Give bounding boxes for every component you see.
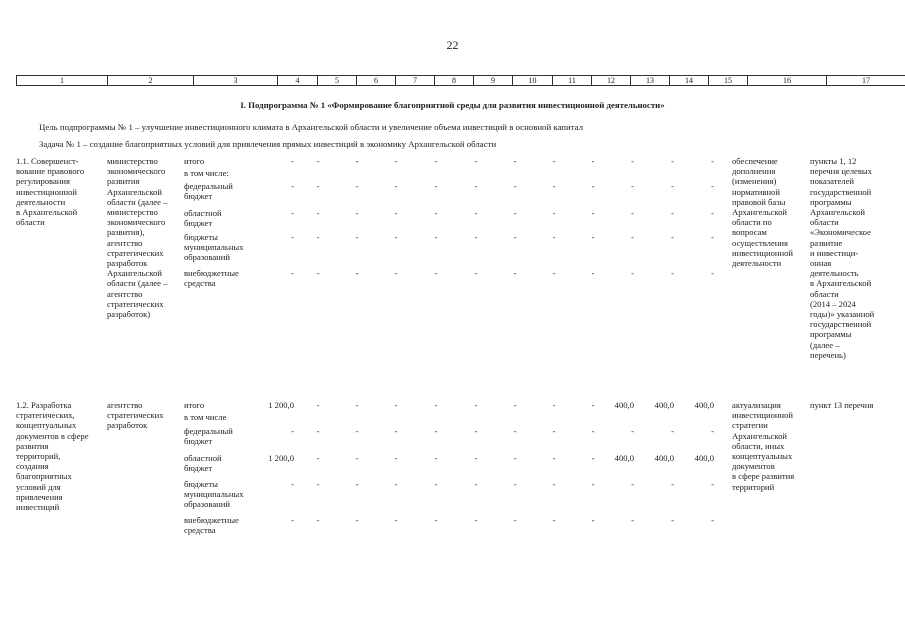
empty-value: - [355, 232, 359, 242]
empty-value: - [394, 479, 398, 489]
empty-value: - [474, 426, 478, 436]
row-2-result: актуализация инвестиционной стратегии Архангельской области, иных концептуальных документов в сфере развития территорий [732, 400, 795, 492]
empty-value: - [355, 515, 359, 525]
year-amount: - [631, 515, 634, 525]
empty-value: - [591, 426, 595, 436]
empty-value: - [434, 208, 438, 218]
empty-value: - [316, 515, 320, 525]
column-number-5: 5 [318, 76, 357, 86]
column-number-2: 2 [108, 76, 194, 86]
year-amount: 400,0 [614, 400, 634, 410]
funding-source-label: областной бюджет [184, 208, 222, 229]
empty-value: - [552, 208, 556, 218]
empty-value: - [434, 453, 438, 463]
empty-value: - [394, 515, 398, 525]
empty-value: - [591, 400, 595, 410]
column-number-13: 13 [631, 76, 670, 86]
year-amount: - [671, 232, 674, 242]
year-amount: 400,0 [614, 453, 634, 463]
empty-value: - [552, 268, 556, 278]
empty-value: - [513, 208, 517, 218]
empty-value: - [434, 156, 438, 166]
empty-value: - [394, 268, 398, 278]
funding-source-label: федеральный бюджет [184, 426, 233, 447]
empty-value: - [316, 268, 320, 278]
column-number-9: 9 [474, 76, 513, 86]
empty-value: - [552, 400, 556, 410]
funding-source-label: областной бюджет [184, 453, 222, 474]
total-amount: 1 200,0 [268, 400, 294, 410]
year-amount: - [631, 426, 634, 436]
total-amount: - [291, 515, 294, 525]
year-amount: - [671, 479, 674, 489]
empty-value: - [316, 208, 320, 218]
total-amount: - [291, 232, 294, 242]
empty-value: - [474, 232, 478, 242]
row-1-executor: министерство экономического развития Архангельской области (далее – министерство экономического развития), агентство стратегических разработок Архангельской области (далее – агентство стратегических разработок) [107, 156, 168, 320]
empty-value: - [394, 208, 398, 218]
subprogram-goal: Цель подпрограммы № 1 – улучшение инвестиционного климата в Архангельской области и увеличение объема инвестиций в основной капитал [39, 122, 584, 132]
year-amount: - [711, 479, 714, 489]
empty-value: - [513, 515, 517, 525]
row-2-executor: агентство стратегических разработок [107, 400, 164, 431]
empty-value: - [591, 479, 595, 489]
total-amount: - [291, 208, 294, 218]
empty-value: - [355, 181, 359, 191]
year-amount: - [631, 208, 634, 218]
column-number-15: 15 [709, 76, 748, 86]
empty-value: - [434, 268, 438, 278]
column-number-8: 8 [435, 76, 474, 86]
empty-value: - [513, 181, 517, 191]
empty-value: - [316, 479, 320, 489]
year-amount: - [671, 426, 674, 436]
empty-value: - [474, 156, 478, 166]
year-amount: - [631, 268, 634, 278]
year-amount: - [671, 156, 674, 166]
empty-value: - [434, 515, 438, 525]
empty-value: - [316, 453, 320, 463]
empty-value: - [552, 479, 556, 489]
empty-value: - [434, 479, 438, 489]
row-2-indicator-link: пункт 13 перечня [810, 400, 874, 410]
empty-value: - [513, 400, 517, 410]
column-number-3: 3 [194, 76, 278, 86]
total-amount: - [291, 181, 294, 191]
row-1-indicator-link: пункты 1, 12 перечня целевых показателей государственной программы Архангельской области «Экономическое развитие и инвестици- онная деятельность в Архангельской области (2014 – 2024 годы)» указанной государственной программы (далее – перечень) [810, 156, 875, 360]
empty-value: - [394, 426, 398, 436]
year-amount: - [711, 268, 714, 278]
year-amount: - [631, 181, 634, 191]
total-amount: - [291, 156, 294, 166]
total-amount: - [291, 479, 294, 489]
section-title: I. Подпрограмма № 1 «Формирование благоприятной среды для развития инвестиционной деятельности» [240, 100, 665, 110]
empty-value: - [316, 400, 320, 410]
empty-value: - [434, 232, 438, 242]
row-1-event: 1.1. Совершенст- вование правового регулирования инвестиционной деятельности в Архангельской области [16, 156, 85, 228]
empty-value: - [474, 479, 478, 489]
empty-value: - [552, 232, 556, 242]
year-amount: - [671, 208, 674, 218]
empty-value: - [552, 453, 556, 463]
funding-source-label: итого [184, 400, 205, 410]
empty-value: - [591, 208, 595, 218]
funding-source-label: внебюджетные средства [184, 515, 239, 536]
column-number-4: 4 [278, 76, 318, 86]
empty-value: - [474, 400, 478, 410]
empty-value: - [552, 515, 556, 525]
empty-value: - [394, 400, 398, 410]
empty-value: - [552, 181, 556, 191]
empty-value: - [474, 268, 478, 278]
year-amount: - [671, 181, 674, 191]
empty-value: - [513, 426, 517, 436]
year-amount: - [631, 479, 634, 489]
empty-value: - [394, 156, 398, 166]
empty-value: - [513, 453, 517, 463]
year-amount: - [711, 181, 714, 191]
empty-value: - [355, 208, 359, 218]
year-amount: - [631, 232, 634, 242]
empty-value: - [513, 268, 517, 278]
funding-source-label: итого [184, 156, 205, 166]
empty-value: - [394, 453, 398, 463]
empty-value: - [513, 156, 517, 166]
column-number-17: 17 [827, 76, 905, 86]
column-number-12: 12 [592, 76, 631, 86]
column-number-7: 7 [396, 76, 435, 86]
page-number: 22 [446, 38, 459, 52]
year-amount: 400,0 [694, 400, 714, 410]
year-amount: - [711, 515, 714, 525]
column-number-header [16, 75, 905, 86]
year-amount: - [711, 156, 714, 166]
empty-value: - [434, 426, 438, 436]
column-number-16: 16 [748, 76, 827, 86]
year-amount: - [671, 515, 674, 525]
empty-value: - [474, 208, 478, 218]
empty-value: - [316, 181, 320, 191]
year-amount: 400,0 [654, 400, 674, 410]
year-amount: 400,0 [654, 453, 674, 463]
empty-value: - [355, 268, 359, 278]
empty-value: - [316, 156, 320, 166]
empty-value: - [474, 515, 478, 525]
year-amount: - [631, 156, 634, 166]
empty-value: - [434, 400, 438, 410]
empty-value: - [513, 232, 517, 242]
empty-value: - [591, 156, 595, 166]
year-amount: - [711, 426, 714, 436]
empty-value: - [591, 453, 595, 463]
year-amount: - [711, 232, 714, 242]
year-amount: - [711, 208, 714, 218]
total-amount: - [291, 268, 294, 278]
empty-value: - [591, 515, 595, 525]
column-number-14: 14 [670, 76, 709, 86]
empty-value: - [591, 232, 595, 242]
empty-value: - [474, 181, 478, 191]
column-number-6: 6 [357, 76, 396, 86]
empty-value: - [355, 156, 359, 166]
empty-value: - [355, 453, 359, 463]
empty-value: - [434, 181, 438, 191]
empty-value: - [591, 181, 595, 191]
funding-source-label: внебюджетные средства [184, 268, 239, 289]
row-2-event: 1.2. Разработка стратегических, концептуальных документов в сфере развития территорий, создания благоприятных условий для привлечения инвестиций [16, 400, 89, 513]
empty-value: - [591, 268, 595, 278]
funding-source-label: бюджеты муниципальных образований [184, 232, 244, 263]
year-amount: - [671, 268, 674, 278]
empty-value: - [355, 426, 359, 436]
total-amount: 1 200,0 [268, 453, 294, 463]
empty-value: - [355, 479, 359, 489]
empty-value: - [394, 232, 398, 242]
empty-value: - [394, 181, 398, 191]
column-number-11: 11 [553, 76, 592, 86]
funding-source-label: бюджеты муниципальных образований [184, 479, 244, 510]
column-number-1: 1 [17, 76, 108, 86]
column-number-10: 10 [513, 76, 553, 86]
subprogram-task: Задача № 1 – создание благоприятных условий для привлечения прямых инвестиций в экономику Архангельской области [39, 139, 497, 149]
empty-value: - [316, 426, 320, 436]
empty-value: - [474, 453, 478, 463]
row-1-result: обеспечение дополнения (изменения) нормативной правовой базы Архангельской области по вопросам осуществления инвестиционной деятельности [732, 156, 793, 269]
funding-source-label: в том числе: [184, 168, 229, 178]
empty-value: - [316, 232, 320, 242]
empty-value: - [513, 479, 517, 489]
empty-value: - [355, 400, 359, 410]
funding-source-label: федеральный бюджет [184, 181, 233, 202]
empty-value: - [552, 156, 556, 166]
empty-value: - [552, 426, 556, 436]
funding-source-label: в том числе [184, 412, 227, 422]
total-amount: - [291, 426, 294, 436]
year-amount: 400,0 [694, 453, 714, 463]
